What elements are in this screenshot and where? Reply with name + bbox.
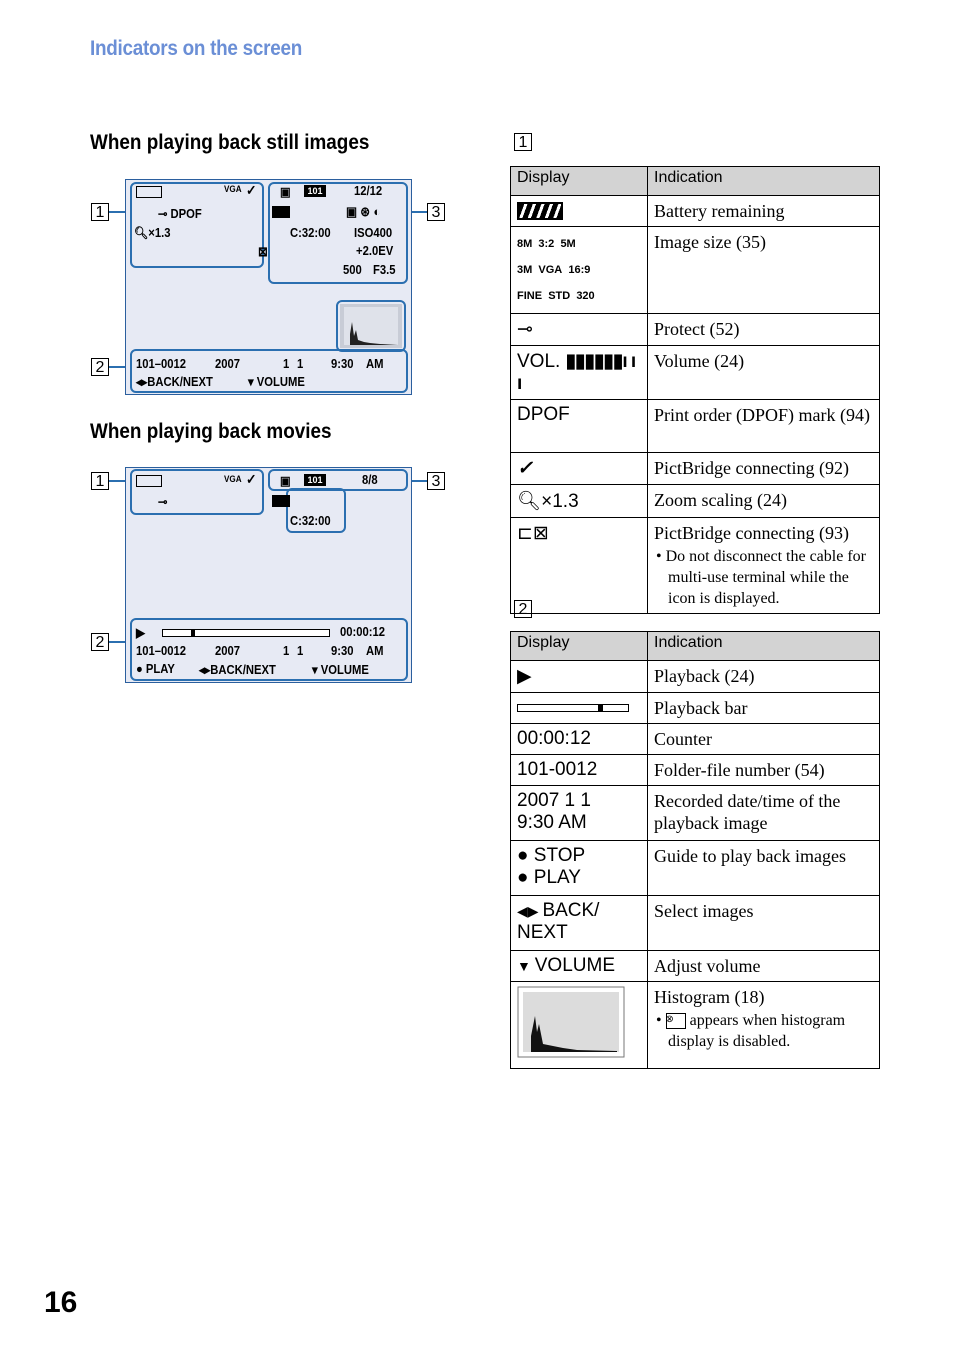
back-next-label: BACK/NEXT bbox=[147, 375, 213, 389]
label-2: 2 bbox=[91, 358, 109, 376]
playbar-cell bbox=[511, 693, 648, 724]
dpof-cell: DPOF bbox=[511, 400, 648, 453]
date-label-2: 9:30 AM bbox=[517, 812, 587, 833]
size-icon: VGA bbox=[224, 184, 242, 194]
movie-volume-guide bbox=[312, 662, 369, 677]
battery-icon-table bbox=[517, 202, 563, 220]
still-title: When playing back still images bbox=[90, 131, 370, 154]
movie-memory-icon: ▣ bbox=[280, 474, 291, 488]
table1-head-indication: Indication bbox=[648, 167, 880, 196]
playback-bar bbox=[162, 629, 330, 637]
protect-dpof bbox=[158, 206, 202, 221]
ampm: AM bbox=[366, 357, 384, 371]
memory-icon: ▣ bbox=[280, 185, 291, 199]
movie-file: 101–0012 bbox=[136, 644, 187, 658]
histogram-off-icon: ⊗ bbox=[666, 1013, 686, 1029]
volume-cell bbox=[511, 346, 648, 400]
movie-capacity: C:32:00 bbox=[290, 514, 331, 528]
quality-fine-icon: FINE bbox=[517, 290, 543, 302]
back-label-line bbox=[517, 900, 641, 922]
battery-icon bbox=[136, 186, 162, 198]
quality-std-icon: STD bbox=[548, 290, 571, 302]
movie-label-1: 1 bbox=[91, 472, 109, 490]
histogram-icon bbox=[340, 304, 402, 348]
movie-year: 2007 bbox=[215, 644, 241, 658]
playback-cell bbox=[511, 661, 648, 693]
playback-bar-icon bbox=[517, 704, 629, 712]
movie-volume-label: VOLUME bbox=[320, 663, 369, 677]
movie-time: 9:30 bbox=[331, 644, 354, 658]
battery-text: Battery remaining bbox=[648, 196, 880, 227]
movie-back-next-guide bbox=[199, 662, 276, 677]
movie-back-next-label: BACK/NEXT bbox=[210, 663, 276, 677]
size-3m-icon: 3M bbox=[517, 264, 533, 276]
label-1: 1 bbox=[91, 203, 109, 221]
select-text: Select images bbox=[648, 896, 880, 951]
key-icon: ⊸ bbox=[158, 207, 171, 221]
counter-cell: 00:00:12 bbox=[511, 724, 648, 755]
play-label: PLAY bbox=[533, 867, 581, 888]
left-right-icon: ◂▸ bbox=[136, 375, 148, 389]
movie-counter: 00:00:12 bbox=[340, 625, 386, 639]
movie-pictbridge-icon: ✓ bbox=[246, 471, 257, 487]
histogram-text: Histogram (18) bbox=[654, 987, 765, 1007]
histogram-icon-table bbox=[517, 986, 625, 1058]
file-number: 101–0012 bbox=[136, 357, 187, 371]
zoom-icon: 🔍︎ bbox=[134, 226, 149, 240]
histogram-note bbox=[654, 1010, 873, 1052]
date-cell bbox=[511, 786, 648, 841]
movie-size-icon-2 bbox=[272, 495, 290, 507]
movie-month: 1 bbox=[283, 644, 290, 658]
image-size-icon bbox=[272, 206, 290, 218]
folder-icon: 101 bbox=[304, 185, 326, 197]
pictbridge-disconnect-icon-table: ⊏⊠ bbox=[517, 523, 549, 544]
pictbridge-disconnect-icon: ⊠ bbox=[258, 244, 268, 259]
play-triangle-icon-table: ▶ bbox=[517, 666, 532, 687]
pictbridge-text: PictBridge connecting (92) bbox=[648, 453, 880, 485]
movie-label-2: 2 bbox=[91, 633, 109, 651]
playback-text: Playback (24) bbox=[648, 661, 880, 693]
image-size-icons bbox=[511, 227, 648, 314]
size-169-icon: 16:9 bbox=[568, 264, 591, 276]
vol-label: VOL. bbox=[517, 351, 561, 372]
pictbridge-icon-table: ✓ bbox=[517, 458, 533, 479]
page-number: 16 bbox=[44, 1286, 78, 1319]
movie-day: 1 bbox=[297, 644, 304, 658]
table-1 bbox=[510, 166, 880, 614]
movie-folder-icon: 101 bbox=[304, 474, 326, 486]
next-label: NEXT bbox=[517, 922, 568, 943]
day: 1 bbox=[297, 357, 304, 371]
movie-size-icon: VGA bbox=[224, 474, 242, 484]
pictbridge2-text: PictBridge connecting (93) bbox=[654, 523, 849, 543]
stop-play-cell bbox=[511, 841, 648, 896]
dpof-mark: DPOF bbox=[170, 207, 202, 221]
table2-head-display: Display bbox=[511, 632, 648, 661]
zoom-scaling bbox=[134, 226, 171, 241]
zoom-text: Zoom scaling (24) bbox=[648, 485, 880, 518]
date-text: Recorded date/time of the playback image bbox=[648, 786, 880, 841]
table2-head-indication: Indication bbox=[648, 632, 880, 661]
movie-left-right-icon: ◂▸ bbox=[199, 663, 211, 677]
shutter-speed: 500 bbox=[343, 263, 362, 277]
movie-count: 8/8 bbox=[362, 473, 378, 487]
stop-guide bbox=[517, 845, 641, 867]
volume-guide-cell bbox=[511, 951, 648, 982]
file-text: Folder-file number (54) bbox=[648, 755, 880, 786]
size-vga-icon: VGA bbox=[538, 264, 563, 276]
left-right-icon-table: ◀▶ bbox=[517, 903, 543, 919]
histogram-cell bbox=[511, 982, 648, 1069]
pictbridge-cell bbox=[511, 453, 648, 485]
date-label-1: 2007 1 1 bbox=[517, 790, 591, 811]
image-size-text: Image size (35) bbox=[648, 227, 880, 314]
play-guide bbox=[517, 867, 641, 889]
iso: ISO400 bbox=[354, 226, 393, 240]
table2-label: 2 bbox=[514, 600, 532, 618]
month: 1 bbox=[283, 357, 290, 371]
counter-text: Counter bbox=[648, 724, 880, 755]
down-arrow-icon: ▾ bbox=[248, 375, 257, 389]
zoom-value: ×1.3 bbox=[148, 226, 171, 240]
exposure-value: +2.0EV bbox=[356, 244, 394, 258]
adjust-text: Adjust volume bbox=[648, 951, 880, 982]
volume-guide-label: VOLUME bbox=[534, 955, 615, 976]
volume-text: Volume (24) bbox=[648, 346, 880, 400]
size-5m-icon: 5M bbox=[560, 238, 576, 250]
size-8m-icon: 8M bbox=[517, 238, 533, 250]
histogram-note-text: appears when histogram display is disabled. bbox=[668, 1012, 846, 1050]
movie-down-arrow-icon: ▾ bbox=[312, 663, 321, 677]
image-count: 12/12 bbox=[354, 184, 383, 198]
pictbridge2-cell-text bbox=[648, 518, 880, 614]
histogram-note-bullet: • bbox=[656, 1012, 662, 1029]
file-cell: 101-0012 bbox=[511, 755, 648, 786]
zoom-label: ×1.3 bbox=[541, 491, 579, 512]
f-number: F3.5 bbox=[373, 263, 396, 277]
guide-text: Guide to play back images bbox=[648, 841, 880, 896]
protect-text: Protect (52) bbox=[648, 314, 880, 346]
size-32-icon: 3:2 bbox=[538, 238, 555, 250]
table1-head-display: Display bbox=[511, 167, 648, 196]
table1-label: 1 bbox=[514, 133, 532, 151]
play-triangle-icon: ▶ bbox=[136, 625, 145, 640]
quality-320-icon: 320 bbox=[576, 290, 595, 302]
still-histogram-frame bbox=[336, 300, 406, 352]
movie-key-icon: ⊸ bbox=[158, 495, 168, 509]
protect-cell bbox=[511, 314, 648, 346]
zoom-icon-table: 🔍︎ bbox=[517, 491, 542, 512]
histogram-text-cell bbox=[648, 982, 880, 1069]
key-icon-table: ⊸ bbox=[517, 319, 533, 340]
movie-play-label: PLAY bbox=[145, 662, 175, 676]
pictbridge-icon: ✓ bbox=[246, 182, 257, 198]
volume-guide bbox=[248, 374, 305, 389]
stop-label: STOP bbox=[533, 845, 586, 866]
back-label: BACK/ bbox=[542, 900, 600, 921]
label-3: 3 bbox=[427, 203, 445, 221]
battery-cell bbox=[511, 196, 648, 227]
table-2 bbox=[510, 631, 880, 1069]
movie-ampm: AM bbox=[366, 644, 384, 658]
down-arrow-icon-table: ▼ bbox=[517, 958, 535, 974]
playback-bar-marker bbox=[191, 629, 195, 637]
zoom-cell bbox=[511, 485, 648, 518]
year: 2007 bbox=[215, 357, 241, 371]
bullet-icon: ● bbox=[136, 662, 146, 676]
time: 9:30 bbox=[331, 357, 354, 371]
bullet-icon-stop: ● bbox=[517, 845, 534, 866]
volume-label: VOLUME bbox=[256, 375, 305, 389]
metering-flash-icons: ▣ ⊛ ◐ bbox=[346, 204, 381, 219]
capacity: C:32:00 bbox=[290, 226, 331, 240]
still-screen bbox=[125, 179, 412, 395]
movie-screen bbox=[125, 467, 412, 683]
bullet-icon-play: ● bbox=[517, 867, 534, 888]
movie-title: When playing back movies bbox=[90, 420, 332, 443]
pictbridge2-note: • Do not disconnect the cable for multi-use terminal while the icon is displayed. bbox=[656, 548, 866, 607]
movie-label-3: 3 bbox=[427, 472, 445, 490]
volume-bars-icon: ▮▮▮▮▮▮ı ı ı bbox=[517, 351, 636, 394]
back-next-cell bbox=[511, 896, 648, 951]
movie-battery-icon bbox=[136, 475, 162, 487]
back-next-guide bbox=[136, 374, 213, 389]
section-header: Indicators on the screen bbox=[90, 37, 302, 60]
movie-play-guide bbox=[136, 662, 175, 676]
playbar-text: Playback bar bbox=[648, 693, 880, 724]
dpof-text: Print order (DPOF) mark (94) bbox=[648, 400, 880, 453]
